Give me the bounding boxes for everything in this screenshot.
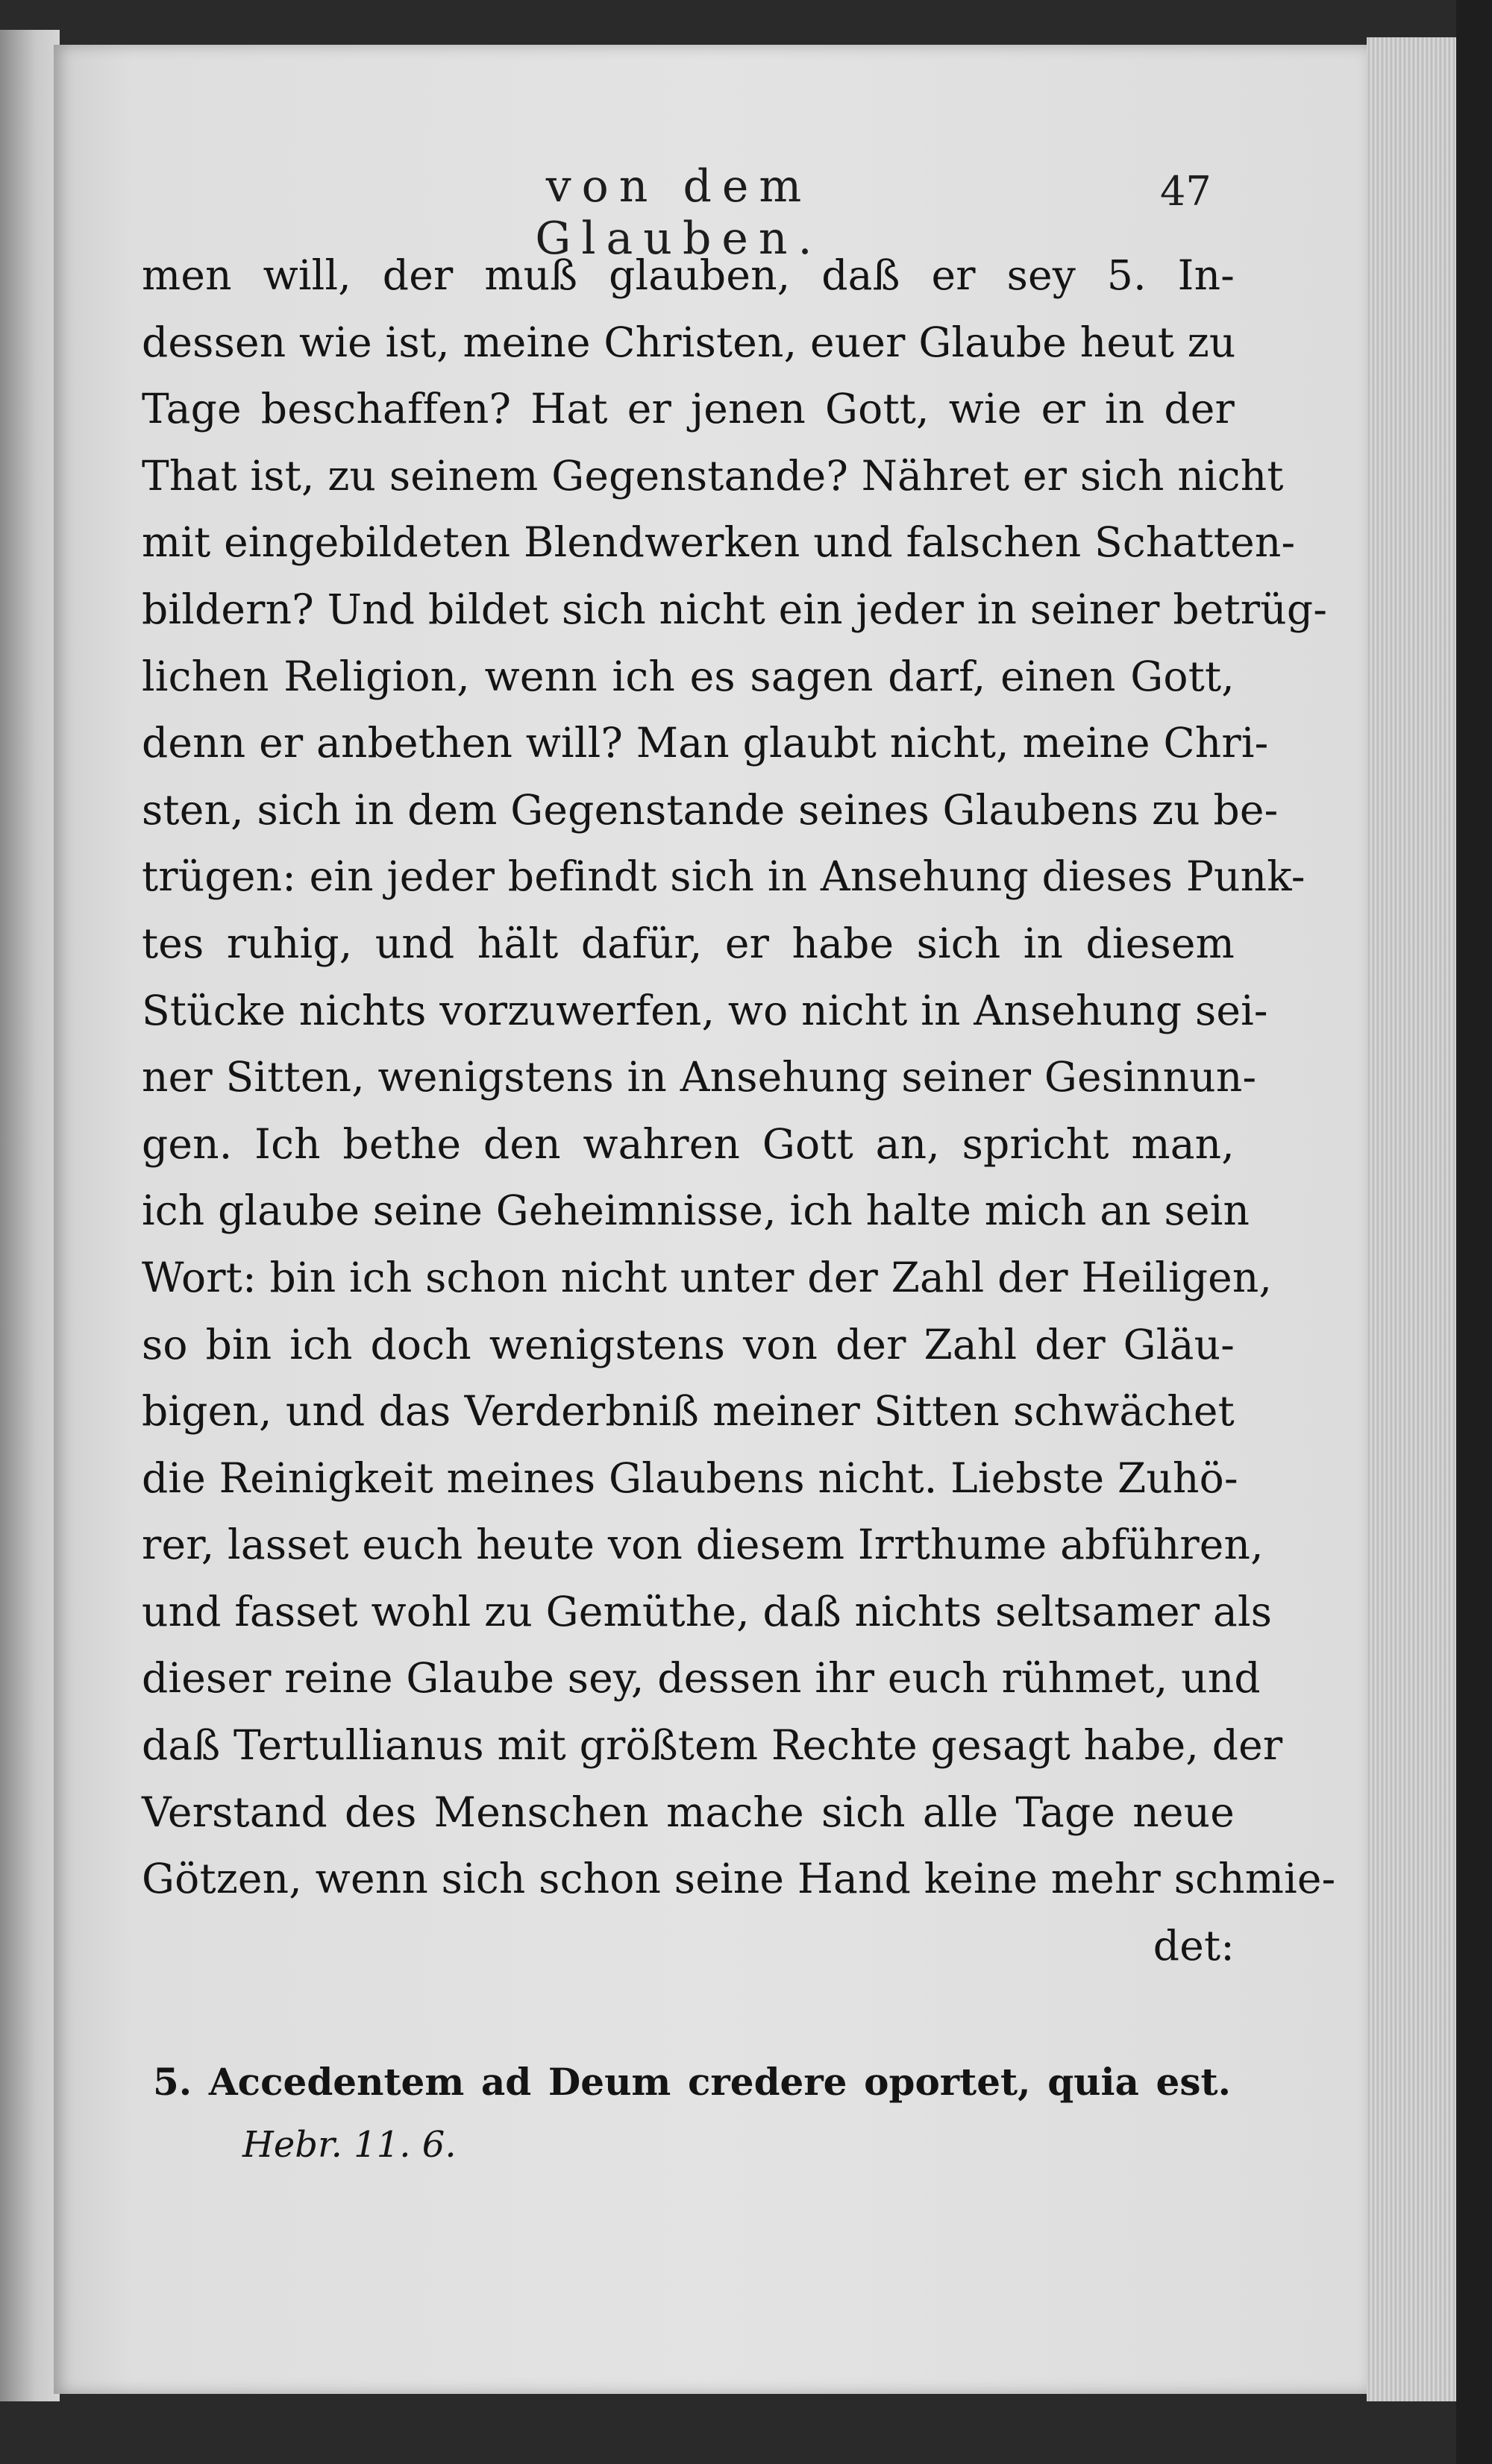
text-line: dessen wie ist, meine Christen, euer Glaube heut zu <box>142 318 1236 366</box>
book-cover-edge <box>1456 0 1492 2464</box>
facing-page-edge <box>0 30 60 2401</box>
catchword: det: <box>1153 1921 1235 1970</box>
text-line: trügen: ein jeder befindt sich in Ansehung dieses Punk- <box>142 852 1306 901</box>
text-line: Wort: bin ich schon nicht unter der Zahl der Heiligen, <box>142 1253 1273 1301</box>
text-line: bildern? Und bildet sich nicht ein jeder in seiner betrüg- <box>142 585 1328 633</box>
text-line: ich glaube seine Geheimnisse, ich halte mich an sein <box>142 1187 1250 1235</box>
text-line: sten, sich in dem Gegenstande seines Glaubens zu be- <box>142 785 1279 834</box>
text-line: gen. Ich bethe den wahren Gott an, spricht man, <box>142 1119 1235 1168</box>
text-line: die Reinigkeit meines Glaubens nicht. Liebste Zuhö- <box>142 1453 1238 1502</box>
text-line: bigen, und das Verderbniß meiner Sitten schwächet <box>142 1387 1235 1436</box>
text-line: men will, der muß glauben, daß er sey 5. In- <box>142 251 1235 299</box>
text-line: rer, lasset euch heute von diesem Irrthume abführen, <box>142 1521 1264 1569</box>
text-line: Götzen, wenn sich schon seine Hand keine mehr schmie- <box>142 1855 1336 1903</box>
body-text <box>142 242 1336 1979</box>
text-line: tes ruhig, und hält dafür, er habe sich in diesem <box>142 919 1235 967</box>
page-block-edges <box>1367 37 1456 2401</box>
text-line: Verstand des Menschen mache sich alle Tage neue <box>142 1788 1235 1836</box>
text-line: daß Tertullianus mit größtem Rechte gesagt habe, der <box>142 1721 1283 1770</box>
footnote-reference: Hebr. 11. 6. <box>242 2124 457 2166</box>
text-line: ner Sitten, wenigstens in Ansehung seiner Gesinnun- <box>142 1053 1257 1101</box>
text-line: dieser reine Glaube sey, dessen ihr euch rühmet, und <box>142 1654 1261 1703</box>
text-line: denn er anbethen will? Man glaubt nicht, meine Chri- <box>142 719 1269 767</box>
page-number: 47 <box>1160 168 1212 215</box>
text-line: Tage beschaffen? Hat er jenen Gott, wie er in der <box>142 385 1235 433</box>
text-line: That ist, zu seinem Gegenstande? Nähret er sich nicht <box>142 451 1284 500</box>
text-line: und fasset wohl zu Gemüthe, daß nichts seltsamer als <box>142 1587 1273 1635</box>
footnote: 5. Accedentem ad Deum credere oportet, quia est. <box>153 2060 1231 2104</box>
text-line: lichen Religion, wenn ich es sagen darf, einen Gott, <box>142 652 1235 700</box>
running-head: von dem Glauben. <box>535 160 823 265</box>
text-line: mit eingebildeten Blendwerken und falschen Schatten- <box>142 518 1296 567</box>
text-line: Stücke nichts vorzuwerfen, wo nicht in Ansehung sei- <box>142 986 1268 1034</box>
text-line: so bin ich doch wenigstens von der Zahl der Gläu- <box>142 1320 1235 1368</box>
